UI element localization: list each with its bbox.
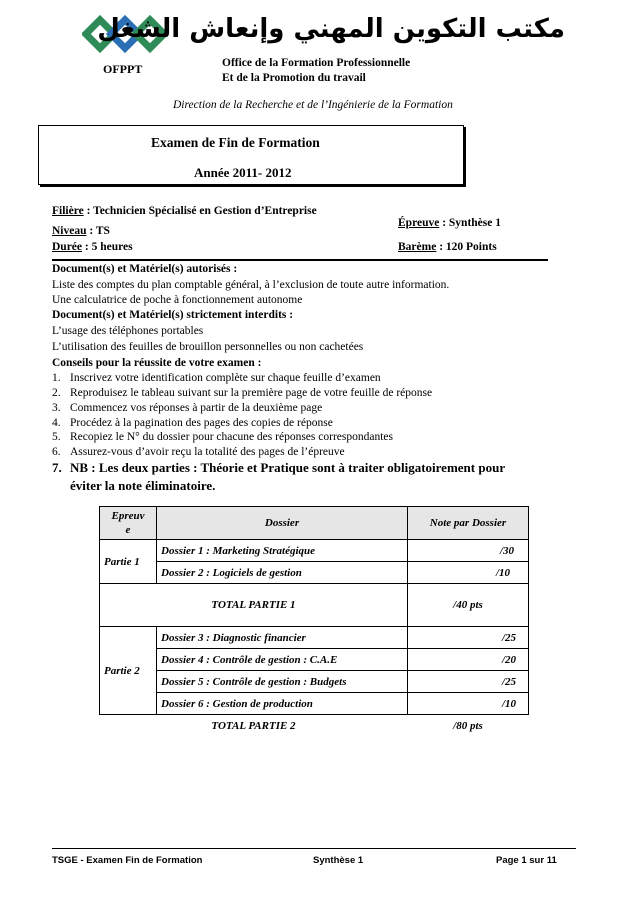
total-part-2: TOTAL PARTIE 2 — [211, 719, 296, 732]
footer-page-number: Page 1 sur 11 — [496, 855, 557, 866]
duree: Durée : 5 heures — [52, 241, 133, 253]
advice-item: 5. Recopiez le N° du dossier pour chacune des réponses correspondantes — [52, 431, 393, 443]
exam-title: Examen de Fin de Formation — [151, 135, 320, 150]
epreuve: Épreuve : Synthèse 1 — [398, 217, 501, 229]
advice-item: 3. Commencez vos réponses à partir de la deuxième page — [52, 402, 323, 414]
header-epreuve: Epreuv e — [100, 507, 157, 540]
dossier-1: Dossier 1 : Marketing Stratégique — [157, 540, 408, 562]
table-row — [100, 562, 529, 584]
total-row-1 — [100, 584, 529, 627]
table-row — [100, 649, 529, 671]
header-note: Note par Dossier — [408, 507, 529, 540]
niveau: Niveau : TS — [52, 225, 110, 237]
advice-item: 2. Reproduisez le tableau suivant sur la première page de votre feuille de réponse — [52, 387, 433, 399]
part-1-label: Partie 1 — [100, 540, 157, 584]
advice-item: 1. Inscrivez votre identification complète sur chaque feuille d’examen — [52, 372, 381, 384]
advice-item: 6. Assurez-vous d’avoir reçu la totalité des pages de l’épreuve — [52, 446, 345, 458]
total-part-2-points: /80 pts — [453, 719, 483, 732]
footer-center: Synthèse 1 — [313, 855, 364, 866]
dossier-6: Dossier 6 : Gestion de production — [157, 693, 408, 715]
dossier-2: Dossier 2 : Logiciels de gestion — [157, 562, 408, 584]
total-row-2 — [100, 715, 529, 737]
filiere: Filière : Technicien Spécialisé en Gestion d’Entreprise — [52, 205, 317, 217]
nb-line-1: 7. NB : Les deux parties : Théorie et Pratique sont à traiter obligatoirement pour — [52, 460, 506, 475]
dossier-5: Dossier 5 : Contrôle de gestion : Budgets — [157, 671, 408, 693]
forbidden-title: Document(s) et Matériel(s) strictement interdits : — [52, 309, 294, 321]
arabic-institution-name: مكتب التكوين المهني وإنعاش الشغل — [97, 14, 565, 44]
footer-left: TSGE - Examen Fin de Formation — [52, 855, 203, 866]
footer-rule — [52, 848, 576, 849]
forbidden-item-2: L’utilisation des feuilles de brouillon personnelles ou non cachetées — [52, 341, 364, 353]
logo-text: OFPPT — [103, 62, 143, 76]
advice-title: Conseils pour la réussite de votre examen : — [52, 357, 262, 369]
dossier-3: Dossier 3 : Diagnostic financier — [157, 627, 408, 649]
note-1: /30 — [408, 540, 529, 562]
separator-rule — [52, 259, 548, 261]
table-row — [100, 540, 529, 562]
note-2: /10 — [408, 562, 529, 584]
table-row — [100, 627, 529, 649]
total-part-1-points: /40 pts — [408, 584, 529, 627]
authorized-item-1: Liste des comptes du plan comptable général, à l’exclusion de toute autre information. — [52, 279, 450, 291]
nb-line-2: éviter la note éliminatoire. — [70, 478, 216, 493]
office-line-1: Office de la Formation Professionnelle — [222, 57, 411, 69]
total-part-1: TOTAL PARTIE 1 — [100, 584, 408, 627]
dossier-4: Dossier 4 : Contrôle de gestion : C.A.E — [157, 649, 408, 671]
header-dossier: Dossier — [157, 507, 408, 540]
grading-table — [99, 506, 529, 736]
table-row — [100, 671, 529, 693]
note-6: /10 — [408, 693, 529, 715]
note-5: /25 — [408, 671, 529, 693]
bareme: Barème : 120 Points — [398, 241, 497, 253]
table-row — [100, 693, 529, 715]
exam-year: Année 2011- 2012 — [194, 165, 292, 180]
table-header-row — [100, 507, 529, 540]
part-2-label: Partie 2 — [100, 627, 157, 715]
note-3: /25 — [408, 627, 529, 649]
authorized-item-2: Une calculatrice de poche à fonctionnement autonome — [52, 294, 303, 306]
advice-item: 4. Procédez à la pagination des pages des copies de réponse — [52, 417, 333, 429]
forbidden-item-1: L’usage des téléphones portables — [52, 325, 204, 337]
direction-line: Direction de la Recherche et de l’Ingénierie de la Formation — [173, 99, 453, 111]
office-line-2: Et de la Promotion du travail — [222, 72, 366, 84]
note-4: /20 — [408, 649, 529, 671]
authorized-title: Document(s) et Matériel(s) autorisés : — [52, 263, 238, 275]
